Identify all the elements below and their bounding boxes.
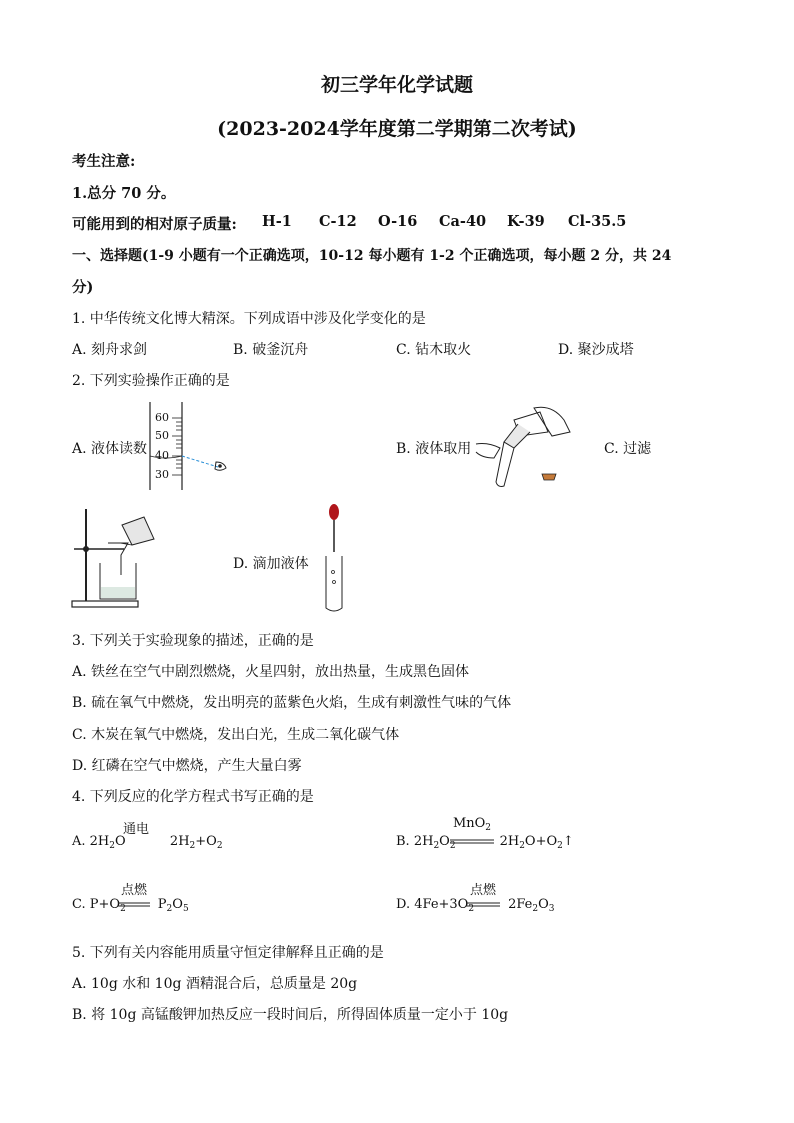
q4-c-equals-sign [118,902,150,908]
q4-a-condition: 通电 [122,822,149,837]
mass-ca: Ca-40 [439,213,487,230]
q1-option-b[interactable]: B. 破釜沉舟 [233,342,309,358]
q4-b-label: B. [396,834,414,849]
q2-option-a[interactable]: A. 液体读数 [72,441,148,457]
notes-heading: 考生注意: [72,153,136,170]
q4-c-condition: 点燃 [120,883,147,898]
q4-option-d[interactable]: D. $4Fe+3O_2$ $2Fe_2O_3$ [396,897,555,914]
scale-tick-40: 40 [155,449,169,462]
q5-option-a[interactable]: A. 10g 水和 10g 酒精混合后，总质量是 20g [72,976,358,992]
mass-cl: Cl-35.5 [568,213,627,230]
q3-option-a[interactable]: A. 铁丝在空气中剧烈燃烧，火星四射，放出热量，生成黑色固体 [72,664,470,680]
q1-option-c[interactable]: C. 钻木取火 [396,342,472,358]
mass-k: K-39 [507,213,545,230]
q2-option-d[interactable]: D. 滴加液体 [233,556,309,572]
page-subtitle: (2023-2024学年度第二学期第二次考试) [217,118,577,140]
q3-option-c[interactable]: C. 木炭在氧气中燃烧，发出白光，生成二氧化碳气体 [72,727,400,743]
mass-c: C-12 [319,213,357,230]
q4-stem: 4. 下列反应的化学方程式书写正确的是 [72,789,314,805]
q3-stem: 3. 下列关于实验现象的描述，正确的是 [72,633,314,649]
dropper-figure [322,502,346,614]
q5-option-b[interactable]: B. 将 10g 高锰酸钾加热反应一段时间后，所得固体质量一定小于 10g [72,1007,509,1023]
q3-option-d[interactable]: D. 红磷在空气中燃烧，产生大量白雾 [72,758,302,774]
q4-d-condition: 点燃 [469,883,496,898]
page-title: 初三学年化学试题 [320,74,473,96]
section-heading: 一、选择题(1-9 小题有一个正确选项，10-12 每小题有 1-2 个正确选项，每小题 2 分，共 24 [72,248,672,264]
q4-d-label: D. [396,897,415,912]
q4-a-label: A. [72,834,90,849]
scale-tick-50: 50 [155,429,169,442]
mass-o: O-16 [378,213,418,230]
q1-stem: 1. 中华传统文化博大精深。下列成语中涉及化学变化的是 [72,311,426,327]
liquid-pouring-figure [474,402,574,492]
q4-option-a[interactable]: A. $2H_2O$ $2H_2+O_2$ [72,834,223,851]
mass-h: H-1 [262,213,292,230]
section-heading-cont: 分) [72,279,94,296]
q4-option-c[interactable]: C. $P+O_2$ $P_2O_5$ [72,897,189,914]
notes-item-1: 1.总分 70 分。 [72,185,176,202]
q3-option-b[interactable]: B. 硫在氧气中燃烧，发出明亮的蓝紫色火焰，生成有刺激性气味的气体 [72,695,512,711]
q4-c-label: C. [72,897,90,912]
q4-d-equals-sign [466,902,500,908]
q2-option-c[interactable]: C. 过滤 [604,441,652,457]
q1-option-a[interactable]: A. 刻舟求剑 [72,342,148,358]
q1-option-d[interactable]: D. 聚沙成塔 [558,342,634,358]
q2-option-b[interactable]: B. 液体取用 [396,441,472,457]
q4-b-equals-sign [450,839,494,845]
q2-stem: 2. 下列实验操作正确的是 [72,373,230,389]
filtration-figure [70,505,170,611]
atomic-mass-label: 可能用到的相对原子质量: [72,216,237,233]
scale-tick-60: 60 [155,411,169,424]
q4-b-condition: MnO$_2$ [452,816,492,833]
q5-stem: 5. 下列有关内容能用质量守恒定律解释且正确的是 [72,945,384,961]
scale-tick-30: 30 [155,468,169,481]
q4-option-b[interactable]: B. $2H_2O_2$ $2H_2O+O_2↑$ [396,834,574,851]
